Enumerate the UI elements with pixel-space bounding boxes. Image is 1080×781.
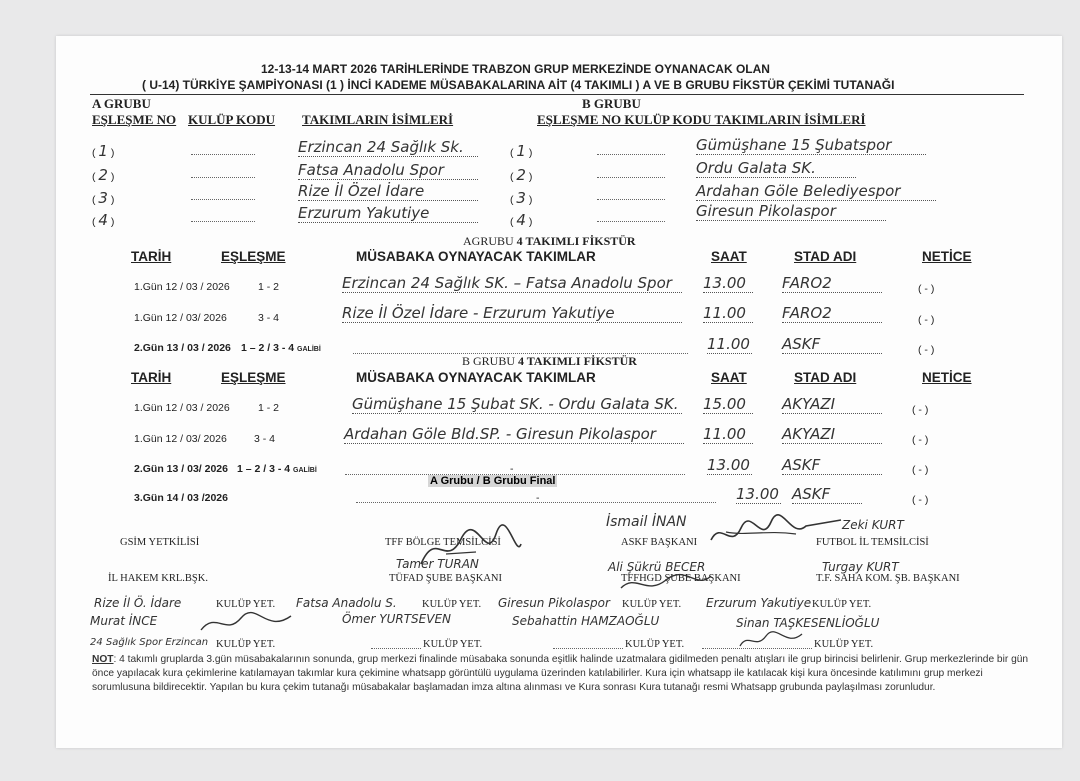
club-name: Giresun Pikolaspor: [498, 596, 610, 610]
signer-name-tufad: Tamer TURAN: [396, 557, 479, 571]
label-askf: ASKF BAŞKANI: [621, 537, 698, 548]
club-rep-label: KULÜP YET.: [625, 639, 685, 650]
match-stadium: ASKF: [782, 456, 882, 475]
match-stadium: ASKF: [782, 335, 882, 354]
signature-tff-bolge: [416, 524, 526, 574]
team-name: Erzurum Yakutiye: [298, 204, 478, 223]
col-stad: STAD ADI: [794, 370, 857, 385]
header-rule: [90, 94, 1024, 95]
signer-name-futbol: Zeki KURT: [842, 518, 904, 532]
final-date: 3.Gün 14 / 03 /2026: [134, 492, 228, 504]
signature-club-erzurum: [736, 628, 806, 654]
table-row: ( 2 ): [92, 166, 115, 184]
team-name: Giresun Pikolaspor: [696, 202, 886, 221]
fixture-b-title: B GRUBU 4 TAKIMLI FİKSTÜR: [462, 354, 637, 368]
col-netice: NETİCE: [922, 249, 972, 264]
match-date: 1.Gün 12 / 03/ 2026: [134, 433, 227, 445]
team-name: Ordu Galata SK.: [696, 159, 856, 178]
club-rep-label: KULÜP YET.: [422, 599, 482, 610]
match-dash: -: [510, 463, 514, 475]
match-result: ( - ): [918, 283, 935, 295]
col-eslesme: EŞLEŞME: [221, 370, 286, 385]
match-date: 1.Gün 12 / 03 / 2026: [134, 281, 230, 293]
match-time: 11.00: [703, 425, 753, 444]
club-rep-label: KULÜP YET.: [814, 639, 874, 650]
match-result: ( - ): [918, 344, 935, 356]
match-teams: Ardahan Göle Bld.SP. - Giresun Pikolaspor: [344, 425, 684, 444]
club-rep-person: Murat İNCE: [90, 614, 158, 628]
match-date: 1.Gün 12 / 03/ 2026: [134, 312, 227, 324]
title-line-1: 12-13-14 MART 2026 TARİHLERİNDE TRABZON GRUP MERKEZİNDE OYNANACAK OLAN: [261, 62, 770, 76]
col-tarih: TARİH: [131, 249, 172, 264]
club-rep-label: KULÜP YET.: [812, 599, 872, 610]
col-headers-b: EŞLEŞME NO KULÜP KODU TAKIMLARIN İSİMLERİ: [537, 112, 866, 127]
label-il-hakem: İL HAKEM KRL.BŞK.: [108, 573, 208, 584]
signer-name-askf: İsmail İNAN: [606, 514, 687, 530]
match-result: ( - ): [918, 314, 935, 326]
table-row: ( 4 ): [92, 211, 115, 229]
fixture-a-title: AGRUBU 4 TAKIMLI FİKSTÜR: [463, 234, 636, 248]
label-futbol-il: FUTBOL İL TEMSİLCİSİ: [816, 537, 929, 548]
label-tf-safia: T.F. SAHA KOM. ŞB. BAŞKANI: [816, 573, 960, 584]
table-row: ( 1 ): [92, 142, 115, 160]
club-name: Fatsa Anadolu S.: [296, 596, 397, 610]
col-saat: SAAT: [711, 370, 747, 385]
club-code-blank: [597, 177, 665, 178]
club-code-blank: [191, 199, 255, 200]
team-name: Rize İl Özel İdare: [298, 182, 478, 201]
match-teams: Erzincan 24 Sağlık SK. – Fatsa Anadolu Spor: [342, 274, 682, 293]
match-pairing: 1 - 2: [258, 281, 280, 293]
club-code-blank: [191, 154, 255, 155]
col-takimlar-a: TAKIMLARIN İSİMLERİ: [302, 112, 454, 127]
col-kulup-kodu-a: KULÜP KODU: [188, 112, 276, 127]
note-label: NOT: [92, 654, 114, 665]
team-name: Gümüşhane 15 Şubatspor: [696, 136, 926, 155]
club-code-blank: [597, 154, 665, 155]
club-rep-person: Sinan TAŞKESENLİOĞLU: [736, 616, 880, 630]
club-name: Rize İl Ö. İdare: [94, 596, 182, 610]
match-time: 15.00: [703, 395, 753, 414]
document-page: [56, 36, 1062, 748]
signature-tffhgd: [616, 568, 716, 598]
table-row: ( 1 ): [510, 142, 533, 160]
signer-name-tffhgd: Ali Şükrü BECER: [608, 560, 706, 574]
match-pairing: 1 – 2 / 3 - 4 GALİBİ: [241, 342, 321, 354]
team-name: Ardahan Göle Belediyespor: [696, 182, 936, 201]
table-row: ( 3 ): [510, 189, 533, 207]
club-rep-person: Sebahattin HAMZAOĞLU: [512, 614, 660, 628]
club-rep-label: KULÜP YET.: [423, 639, 483, 650]
club-rep-blank: [553, 648, 623, 649]
col-eslesme-no-a: EŞLEŞME NO: [92, 112, 177, 127]
team-name: Erzincan 24 Sağlık Sk.: [298, 138, 478, 157]
club-code-blank: [191, 221, 255, 222]
match-time: 11.00: [703, 304, 753, 323]
col-eslesme: EŞLEŞME: [221, 249, 286, 264]
club-name: Erzurum Yakutiye: [706, 596, 812, 610]
match-result: ( - ): [912, 434, 929, 446]
match-date: 1.Gün 12 / 03 / 2026: [134, 402, 230, 414]
final-stadium: ASKF: [792, 485, 862, 504]
match-stadium: AKYAZI: [782, 425, 882, 444]
match-stadium: FARO2: [782, 304, 882, 323]
final-label: A Grubu / B Grubu Final: [430, 475, 556, 487]
match-date: 2.Gün 13 / 03 / 2026: [134, 342, 231, 354]
match-time: 11.00: [707, 335, 752, 354]
match-teams: Rize İl Özel İdare - Erzurum Yakutiye: [342, 304, 682, 323]
match-stadium: FARO2: [782, 274, 882, 293]
note-text: NOT: 4 takımlı gruplarda 3.gün müsabakalarının sonunda, grup merkezi finalinde müsabaka sonunda eşitlik halinde uzatmalara gidilmeden penaltı atışları ile grup birincisi belirlenir. Grup merkezlerinde bir gün önce yapılacak kura çekimlerine katılamayan takımlar kura çekimine whatsapp görüntülü uygulama üzerinden katılabilirler. Kura için whatsapp ile katılacak kişi kura öncesinde katılımını grup merkezi sorumlusuna bildirecektir. Yapılan bu kura çekim tutanağı müsabakalar başlamadan imza altına alınması ve Kura sonrası Kura tutanağı resmi Whatsapp grubunda paylaşılması zorunludur.: [92, 654, 1029, 693]
club-code-blank: [191, 177, 255, 178]
table-row: ( 3 ): [92, 189, 115, 207]
label-tufad: TÜFAD ŞUBE BAŞKANI: [389, 573, 502, 584]
signature-askf: [706, 510, 846, 554]
table-row: ( 4 ): [510, 211, 533, 229]
table-row: ( 2 ): [510, 166, 533, 184]
club-code-blank: [597, 199, 665, 200]
col-stad: STAD ADI: [794, 249, 857, 264]
match-pairing: 3 - 4: [258, 312, 280, 324]
final-result: ( - ): [912, 494, 929, 506]
group-b-title: B GRUBU: [582, 96, 641, 111]
club-rep-label: KULÜP YET.: [216, 639, 276, 650]
label-tffhgd: TFFHGD ŞUBE BAŞKANI: [621, 573, 741, 584]
signature-club-rize: [196, 606, 296, 640]
match-time: 13.00: [707, 456, 752, 475]
match-pairing: 3 - 4: [254, 433, 276, 445]
label-gsim: GSİM YETKİLİSİ: [120, 537, 200, 548]
col-saat: SAAT: [711, 249, 747, 264]
final-dash: -: [536, 492, 540, 504]
club-rep-label: KULÜP YET.: [216, 599, 276, 610]
match-date: 2.Gün 13 / 03/ 2026: [134, 463, 228, 475]
label-tff-bolge: TFF BÖLGE TEMSİLCİSİ: [385, 537, 501, 548]
final-time: 13.00: [736, 485, 781, 504]
signer-name-safia: Turgay KURT: [822, 560, 899, 574]
col-netice: NETİCE: [922, 370, 972, 385]
club-rep-person: Ömer YURTSEVEN: [342, 612, 452, 626]
club-name: 24 Sağlık Spor Erzincan: [90, 637, 209, 648]
match-stadium: AKYAZI: [782, 395, 882, 414]
match-result: ( - ): [912, 464, 929, 476]
club-code-blank: [597, 221, 665, 222]
team-name: Fatsa Anadolu Spor: [298, 161, 478, 180]
club-rep-blank: [371, 648, 421, 649]
match-pairing: 1 – 2 / 3 - 4 GALİBİ: [237, 463, 317, 475]
club-rep-label: KULÜP YET.: [622, 599, 682, 610]
title-line-2: ( U-14) TÜRKİYE ŞAMPİYONASI (1 ) İNCİ KADEME MÜSABAKALARINA AİT (4 TAKIMLI ) A VE B GRUBU FİKSTÜR ÇEKİMİ TUTANAĞI: [142, 78, 895, 92]
col-musabaka: MÜSABAKA OYNAYACAK TAKIMLAR: [356, 370, 596, 385]
match-teams: Gümüşhane 15 Şubat SK. - Ordu Galata SK.: [352, 395, 682, 414]
match-time: 13.00: [703, 274, 753, 293]
match-result: ( - ): [912, 404, 929, 416]
col-musabaka: MÜSABAKA OYNAYACAK TAKIMLAR: [356, 249, 596, 264]
match-pairing: 1 - 2: [258, 402, 280, 414]
col-tarih: TARİH: [131, 370, 172, 385]
group-a-title: A GRUBU: [92, 96, 151, 111]
